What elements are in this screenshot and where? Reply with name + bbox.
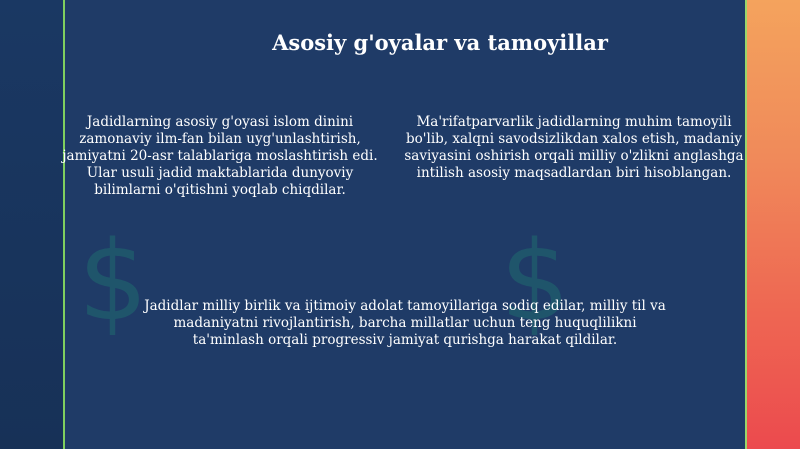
right-gradient-panel: [747, 0, 800, 449]
slide-canvas: [65, 0, 745, 449]
paragraph-ideas: Jadidlarning asosiy g'oyasi islom dinini zamonaviy ilm-fan bilan uyg'unlashtirish, jamiyatni 20-asr talablariga moslashtirish edi. Ular usuli jadid maktablarida dunyoviy bilimlarni o'qitishni yoqlab chiqdilar.: [62, 114, 378, 198]
dollar-icon: $: [78, 217, 148, 345]
paragraph-unity: Jadidlar milliy birlik va ijtimoiy adolat tamoyillariga sodiq edilar, milliy til va madaniyatni rivojlantirish, barcha millatlar uchun teng huquqlilikni ta'minlash orqali progressiv jamiyat qurishga harakat qildilar.: [144, 298, 666, 348]
dollar-icon: $: [500, 217, 570, 345]
left-panel: [0, 0, 64, 449]
paragraph-enlightenment: Ma'rifatparvarlik jadidlarning muhim tamoyili bo'lib, xalqni savodsizlikdan xalos etish, madaniy saviyasini oshirish orqali milliy o'zlikni anglashga intilish asosiy maqsadlardan biri hisoblangan.: [404, 114, 744, 181]
slide-title: Asosiy g'oyalar va tamoyillar: [272, 30, 608, 55]
